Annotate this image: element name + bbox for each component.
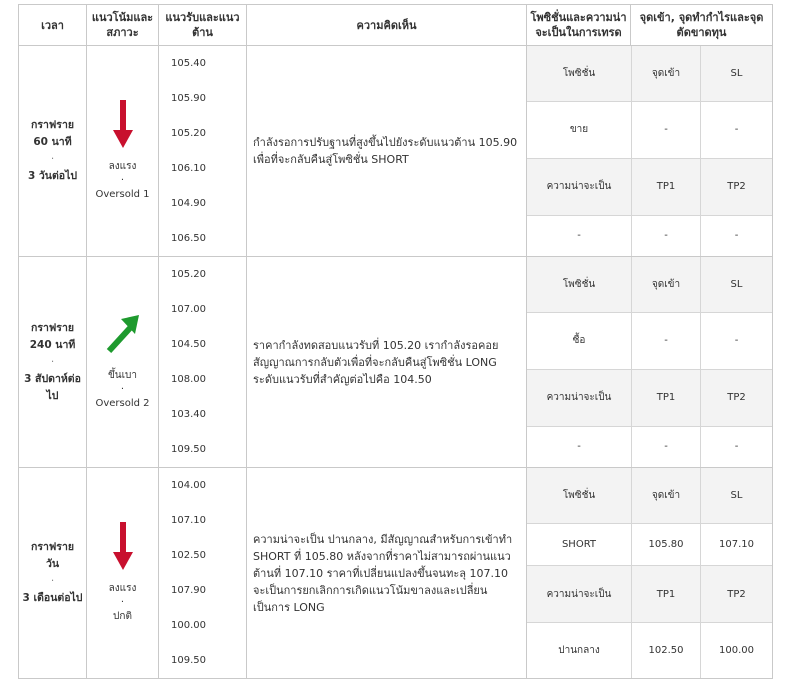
support-level: 104.90 [171, 198, 206, 209]
support-level: 104.50 [171, 339, 206, 350]
table-row [19, 468, 773, 679]
separator-dot: · [120, 175, 125, 186]
analysis-table [18, 4, 773, 679]
comment-cell: ความน่าจะเป็น ปานกลาง, มีสัญญาณสำหรับการเข้าทำ SHORT ที่ 105.80 หลังจากที่ราคาไม่สามารถผ่านแนวต้านที่ 107.10 ราคาที่เปลี่ยนแปลงขึ้นจนทะลุ 107.10 จะเป็นการยกเลิกการเกิดแนวโน้มขาลงและเปลี่ยนเป็นการ LONG [247, 468, 527, 679]
arrow-up-green-icon [103, 313, 143, 357]
separator-dot: · [120, 384, 125, 395]
resistance-level: 107.90 [171, 585, 206, 596]
grid-value: - [701, 312, 773, 369]
resistance-level: 105.90 [171, 93, 206, 104]
resistance-level: 106.10 [171, 163, 206, 174]
support-level: 100.00 [171, 620, 206, 631]
level-pair [171, 468, 246, 538]
grid-label: TP1 [632, 566, 701, 623]
grid-label: TP2 [701, 158, 773, 215]
timeframe-period: 240 นาที [29, 338, 76, 351]
resistance-level: 106.50 [171, 233, 206, 244]
grid-label: ความน่าจะเป็น [527, 369, 632, 426]
grid-label: โพซิชั่น [527, 46, 632, 101]
resistance-level: 107.10 [171, 515, 206, 526]
grid-label: โพซิชั่น [527, 257, 632, 312]
grid-value: - [701, 101, 773, 158]
header-trend: แนวโน้มและสภาวะ [87, 5, 159, 46]
trade-grid-cell [527, 468, 773, 679]
timeframe-cell [19, 46, 87, 257]
timeframe-cell [19, 468, 87, 679]
support-level: 105.20 [171, 269, 206, 280]
support-level: 104.00 [171, 480, 206, 491]
level-pair [171, 257, 246, 327]
header-comment: ความคิดเห็น [247, 5, 527, 46]
grid-value: - [701, 215, 773, 256]
grid-label: SL [701, 46, 773, 101]
trade-grid-cell [527, 46, 773, 257]
separator-dot: · [120, 597, 125, 608]
grid-label: จุดเข้า [632, 46, 701, 101]
levels-cell [159, 468, 247, 679]
trade-grid [527, 46, 772, 256]
grid-value: ปานกลาง [558, 645, 600, 657]
grid-value: 105.80 [632, 523, 701, 566]
support-level: 103.40 [171, 409, 206, 420]
header-levels: แนวรับและแนวต้าน [159, 5, 247, 46]
level-pair [171, 538, 246, 608]
grid-value: - [632, 312, 701, 369]
grid-label: โพซิชั่น [527, 468, 632, 523]
grid-label: TP1 [632, 369, 701, 426]
trend-label: ลงแรง [108, 583, 137, 594]
level-pair [171, 116, 246, 186]
arrow-down-red-icon [112, 522, 134, 572]
levels-cell [159, 257, 247, 468]
grid-value: - [632, 101, 701, 158]
comment-cell: ราคากำลังทดสอบแนวรับที่ 105.20 เรากำลังรอคอยสัญญาณการกลับตัวเพื่อที่จะกลับคืนสู่โพซิชั่น LONG ระดับแนวรับที่สำคัญต่อไปคือ 104.50 [247, 257, 527, 468]
timeframe-horizon: 3 สัปดาห์ต่อไป [24, 372, 81, 402]
timeframe-horizon: 3 เดือนต่อไป [22, 592, 83, 604]
trade-grid [527, 468, 772, 678]
table-row [19, 46, 773, 257]
arrow-down-red-icon [112, 100, 134, 150]
grid-value: ซื้อ [527, 312, 632, 369]
support-level: 105.40 [171, 58, 206, 69]
comment-cell: กำลังรอการปรับฐานที่สูงขึ้นไปยังระดับแนวต้าน 105.90 เพื่อที่จะกลับคืนสู่โพซิชั่น SHORT [247, 46, 527, 257]
timeframe-period: วัน [45, 558, 60, 570]
grid-value: 102.50 [632, 623, 701, 678]
resistance-level: 107.00 [171, 304, 206, 315]
market-condition: Oversold 1 [95, 189, 150, 200]
support-level: 102.50 [171, 550, 206, 561]
grid-label: SL [701, 257, 773, 312]
grid-label: ความน่าจะเป็น [527, 566, 632, 623]
levels-cell [159, 46, 247, 257]
grid-value: 100.00 [701, 623, 773, 678]
grid-value: - [632, 215, 701, 256]
grid-label: จุดเข้า [632, 468, 701, 523]
grid-label: TP1 [632, 158, 701, 215]
timeframe-label: กราฟราย [30, 541, 74, 553]
trend-cell [87, 46, 159, 257]
level-pair [171, 186, 246, 256]
trend-label: ลงแรง [108, 161, 137, 172]
timeframe-label: กราฟราย [30, 119, 74, 131]
trend-cell [87, 257, 159, 468]
grid-value: - [577, 441, 581, 453]
header-row [19, 5, 773, 46]
market-condition: Oversold 2 [95, 398, 150, 409]
timeframe-cell [19, 257, 87, 468]
timeframe-horizon: 3 วันต่อไป [27, 170, 78, 182]
resistance-level: 109.50 [171, 655, 206, 666]
separator-dot: · [50, 575, 55, 587]
grid-label: จุดเข้า [632, 257, 701, 312]
level-pair [171, 397, 246, 467]
header-entry: จุดเข้า, จุดทำกำไรและจุดตัดขาดทุน [631, 5, 773, 46]
timeframe-label: กราฟราย [30, 321, 74, 334]
trade-grid [527, 257, 772, 467]
grid-value: - [577, 230, 581, 242]
trade-grid-cell [527, 257, 773, 468]
support-level: 105.20 [171, 128, 206, 139]
grid-label: TP2 [701, 369, 773, 426]
grid-value: SHORT [527, 523, 632, 566]
grid-label: ความน่าจะเป็น [527, 158, 632, 215]
market-condition: ปกติ [113, 611, 132, 622]
header-position: โพซิชั่นและความน่าจะเป็นในการเทรด [527, 5, 631, 46]
grid-value: ขาย [527, 101, 632, 158]
grid-value: 107.10 [701, 523, 773, 566]
grid-label: TP2 [701, 566, 773, 623]
header-time: เวลา [19, 5, 87, 46]
separator-dot: · [50, 153, 55, 165]
grid-label: SL [701, 468, 773, 523]
table-row [19, 257, 773, 468]
trend-cell [87, 468, 159, 679]
resistance-level: 108.00 [171, 374, 206, 385]
resistance-level: 109.50 [171, 444, 206, 455]
level-pair [171, 327, 246, 397]
level-pair [171, 46, 246, 116]
separator-dot: · [50, 355, 55, 368]
grid-value: - [701, 426, 773, 467]
timeframe-period: 60 นาที [33, 136, 72, 148]
level-pair [171, 608, 246, 678]
grid-value: - [632, 426, 701, 467]
trend-label: ขึ้นเบา [107, 370, 138, 381]
